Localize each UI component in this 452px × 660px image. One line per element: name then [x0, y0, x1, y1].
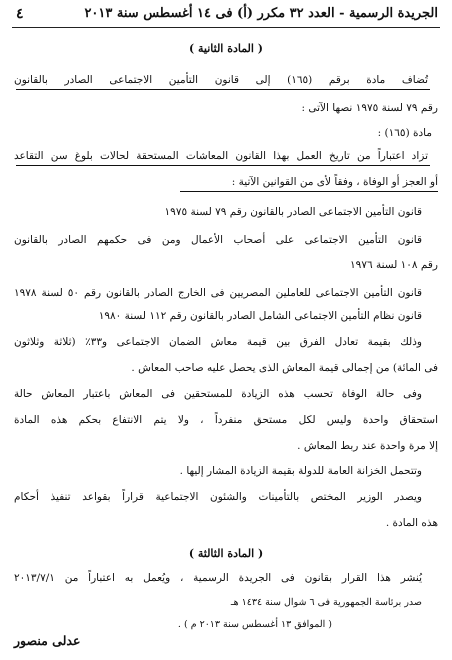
article-2-line-6: قانون التأمين الاجتماعى الصادر بالقانون رقم ٧٩ لسنة ١٩٧٥ [164, 206, 422, 218]
header-rule [12, 27, 440, 28]
article-2-line-7: قانون التأمين الاجتماعى على أصحاب الأعمال ومن فى حكمهم الصادر بالقانون [14, 234, 422, 246]
page-header [14, 6, 438, 26]
article-2-line-17: ويصدر الوزير المختص بالتأمينات والشئون الاجتماعية قراراً بقواعد تنفيذ أحكام [14, 491, 422, 503]
article-2-line-15: إلا مرة واحدة عند ربط المعاش . [297, 440, 438, 452]
decree-date-gregorian: ( الموافق ١٣ أغسطس سنة ٢٠١٣ م ) . [177, 619, 332, 630]
article-2-line-11: وذلك بقيمة تعادل الفرق بين قيمة معاش الضمان الاجتماعى و٣٣٪ (ثلاثة وثلاثون [14, 336, 422, 348]
signature: عدلى منصور [14, 633, 81, 648]
article-2-line-14: استحقاق واحدة وليس لكل مستحق منفرداً ، ولا يتم الانتفاع بحكم هذه المادة [14, 414, 438, 426]
article-2-line-8: رقم ١٠٨ لسنة ١٩٧٦ [350, 259, 438, 271]
article-2-line-16: وتتحمل الخزانة العامة للدولة بقيمة الزيادة المشار إليها . [179, 465, 422, 477]
underline-mark [16, 165, 430, 166]
article-2-line-1: تُضاف مادة برقم (١٦٥) إلى قانون التأمين الاجتماعى الصادر بالقانون [14, 74, 428, 86]
article-2-line-4: تزاد اعتباراً من تاريخ العمل بهذا القانون المعاشات المستحقة لحالات بلوغ سن التقاعد [14, 150, 428, 162]
article-3-heading: ( المادة الثالثة ) [188, 547, 264, 560]
decree-date-hijri: صدر برئاسة الجمهورية فى ٦ شوال سنة ١٤٣٤ هـ [230, 597, 422, 608]
article-2-line-2: رقم ٧٩ لسنة ١٩٧٥ نصها الآتى : [301, 102, 438, 114]
article-2-line-13: وفى حالة الوفاة تحسب هذه الزيادة للمستحقين فى المعاش باعتبار المعاش حالة [14, 388, 422, 400]
article-3-line-1: يُنشر هذا القرار بقانون فى الجريدة الرسمية ، ويُعمل به اعتباراً من ٢٠١٣/٧/١ [14, 572, 422, 584]
article-2-line-5: أو العجز أو الوفاة ، وفقاً لأى من القوانين الآتية : [231, 176, 438, 188]
article-2-line-3: مادة (١٦٥) : [377, 127, 432, 139]
underline-mark [180, 191, 438, 192]
article-2-heading: ( المادة الثانية ) [188, 42, 264, 55]
article-2-line-10: قانون نظام التأمين الاجتماعى الشامل الصادر بالقانون رقم ١١٢ لسنة ١٩٨٠ [98, 310, 422, 322]
article-2-line-9: قانون التأمين الاجتماعى للعاملين المصريين فى الخارج الصادر بالقانون رقم ٥٠ لسنة ١٩٧٨ [14, 287, 422, 299]
underline-mark [16, 89, 430, 90]
article-2-line-18: هذه المادة . [385, 517, 438, 529]
article-2-line-12: فى المائة) من إجمالى قيمة المعاش الذى يحصل عليه صاحب المعاش . [131, 362, 438, 374]
page-number: ٤ [16, 6, 24, 22]
header-title: الجريدة الرسمية - العدد ٣٢ مكرر (أ) فى ١٤ أغسطس سنة ٢٠١٣ [84, 6, 438, 21]
